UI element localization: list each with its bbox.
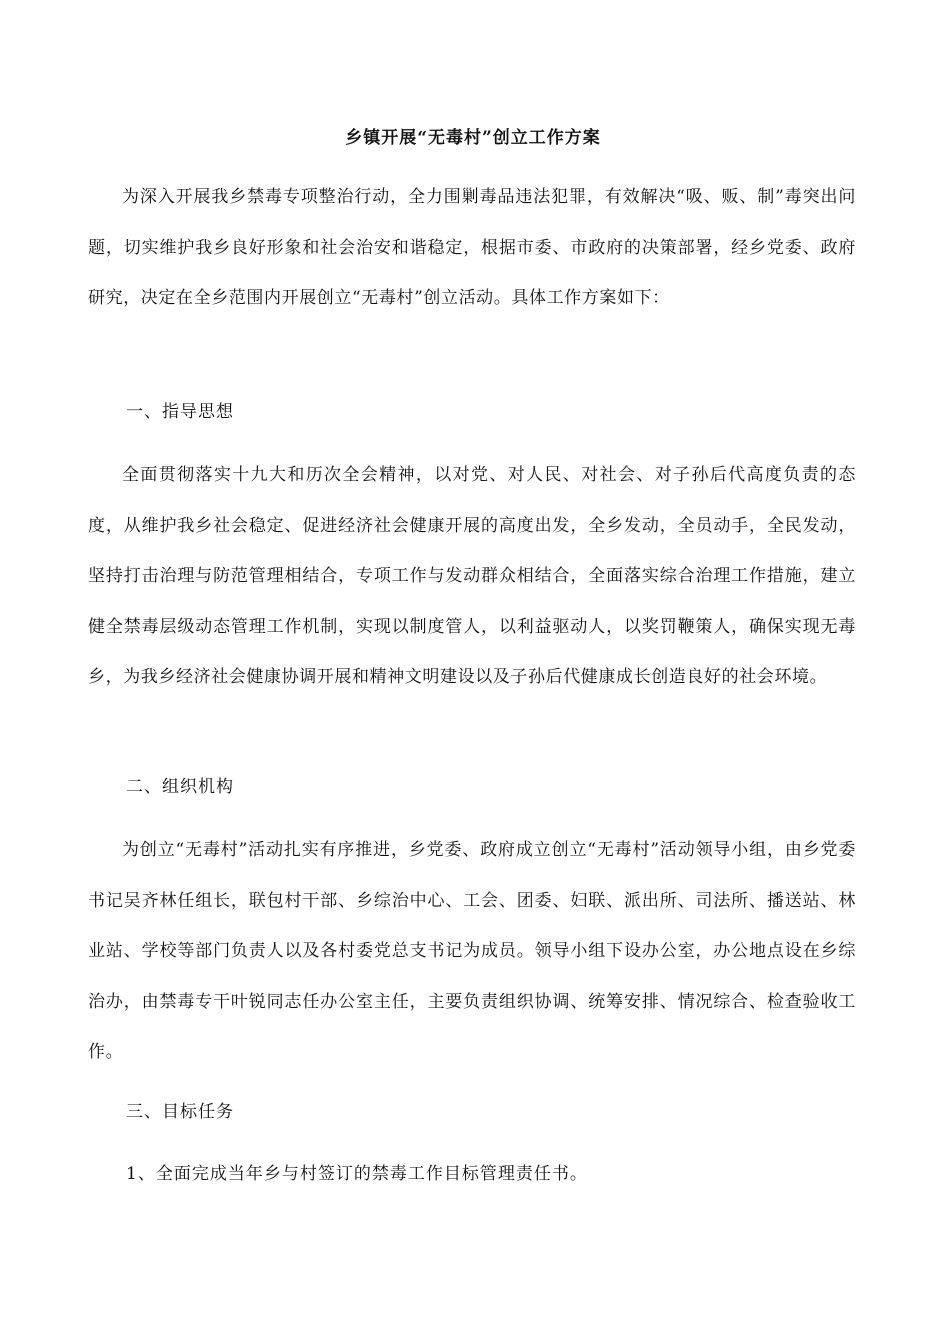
intro-paragraph: 为深入开展我乡禁毒专项整治行动，全力围剿毒品违法犯罪，有效解决“吸、贩、制”毒突出问题，切实维护我乡良好形象和社会治安和谐稳定，根据市委、市政府的决策部署，经乡党委、政府研究，决定在全乡范围内开展创立“无毒村”创立活动。具体工作方案如下： [88, 187, 856, 308]
section-heading-organization: 二、组织机构 [126, 777, 234, 797]
target-item-1: 1、全面完成当年乡与村签订的禁毒工作目标管理责任书。 [126, 1164, 588, 1184]
guiding-ideology-paragraph: 全面贯彻落实十九大和历次全会精神，以对党、对人民、对社会、对子孙后代高度负责的态度，从维护我乡社会稳定、促进经济社会健康开展的高度出发，全乡发动，全员动手，全民发动，坚持打击治理与防范管理相结合，专项工作与发动群众相结合，全面落实综合治理工作措施，建立健全禁毒层级动态管理工作机制，实现以制度管人，以利益驱动人，以奖罚鞭策人，确保实现无毒乡，为我乡经济社会健康协调开展和精神文明建设以及子孙后代健康成长创造良好的社会环境。 [88, 465, 856, 687]
section-heading-targets: 三、目标任务 [126, 1102, 234, 1122]
document-title: 乡镇开展“无毒村”创立工作方案 [345, 128, 601, 148]
section-heading-guiding-ideology: 一、指导思想 [126, 402, 234, 422]
organization-paragraph: 为创立“无毒村”活动扎实有序推进，乡党委、政府成立创立“无毒村”活动领导小组，由乡党委书记吴齐林任组长，联包村干部、乡综治中心、工会、团委、妇联、派出所、司法所、播送站、林业站、学校等部门负责人以及各村委党总支书记为成员。领导小组下设办公室，办公地点设在乡综治办，由禁毒专干叶锐同志任办公室主任，主要负责组织协调、统筹安排、情况综合、检查验收工作。 [88, 840, 856, 1062]
